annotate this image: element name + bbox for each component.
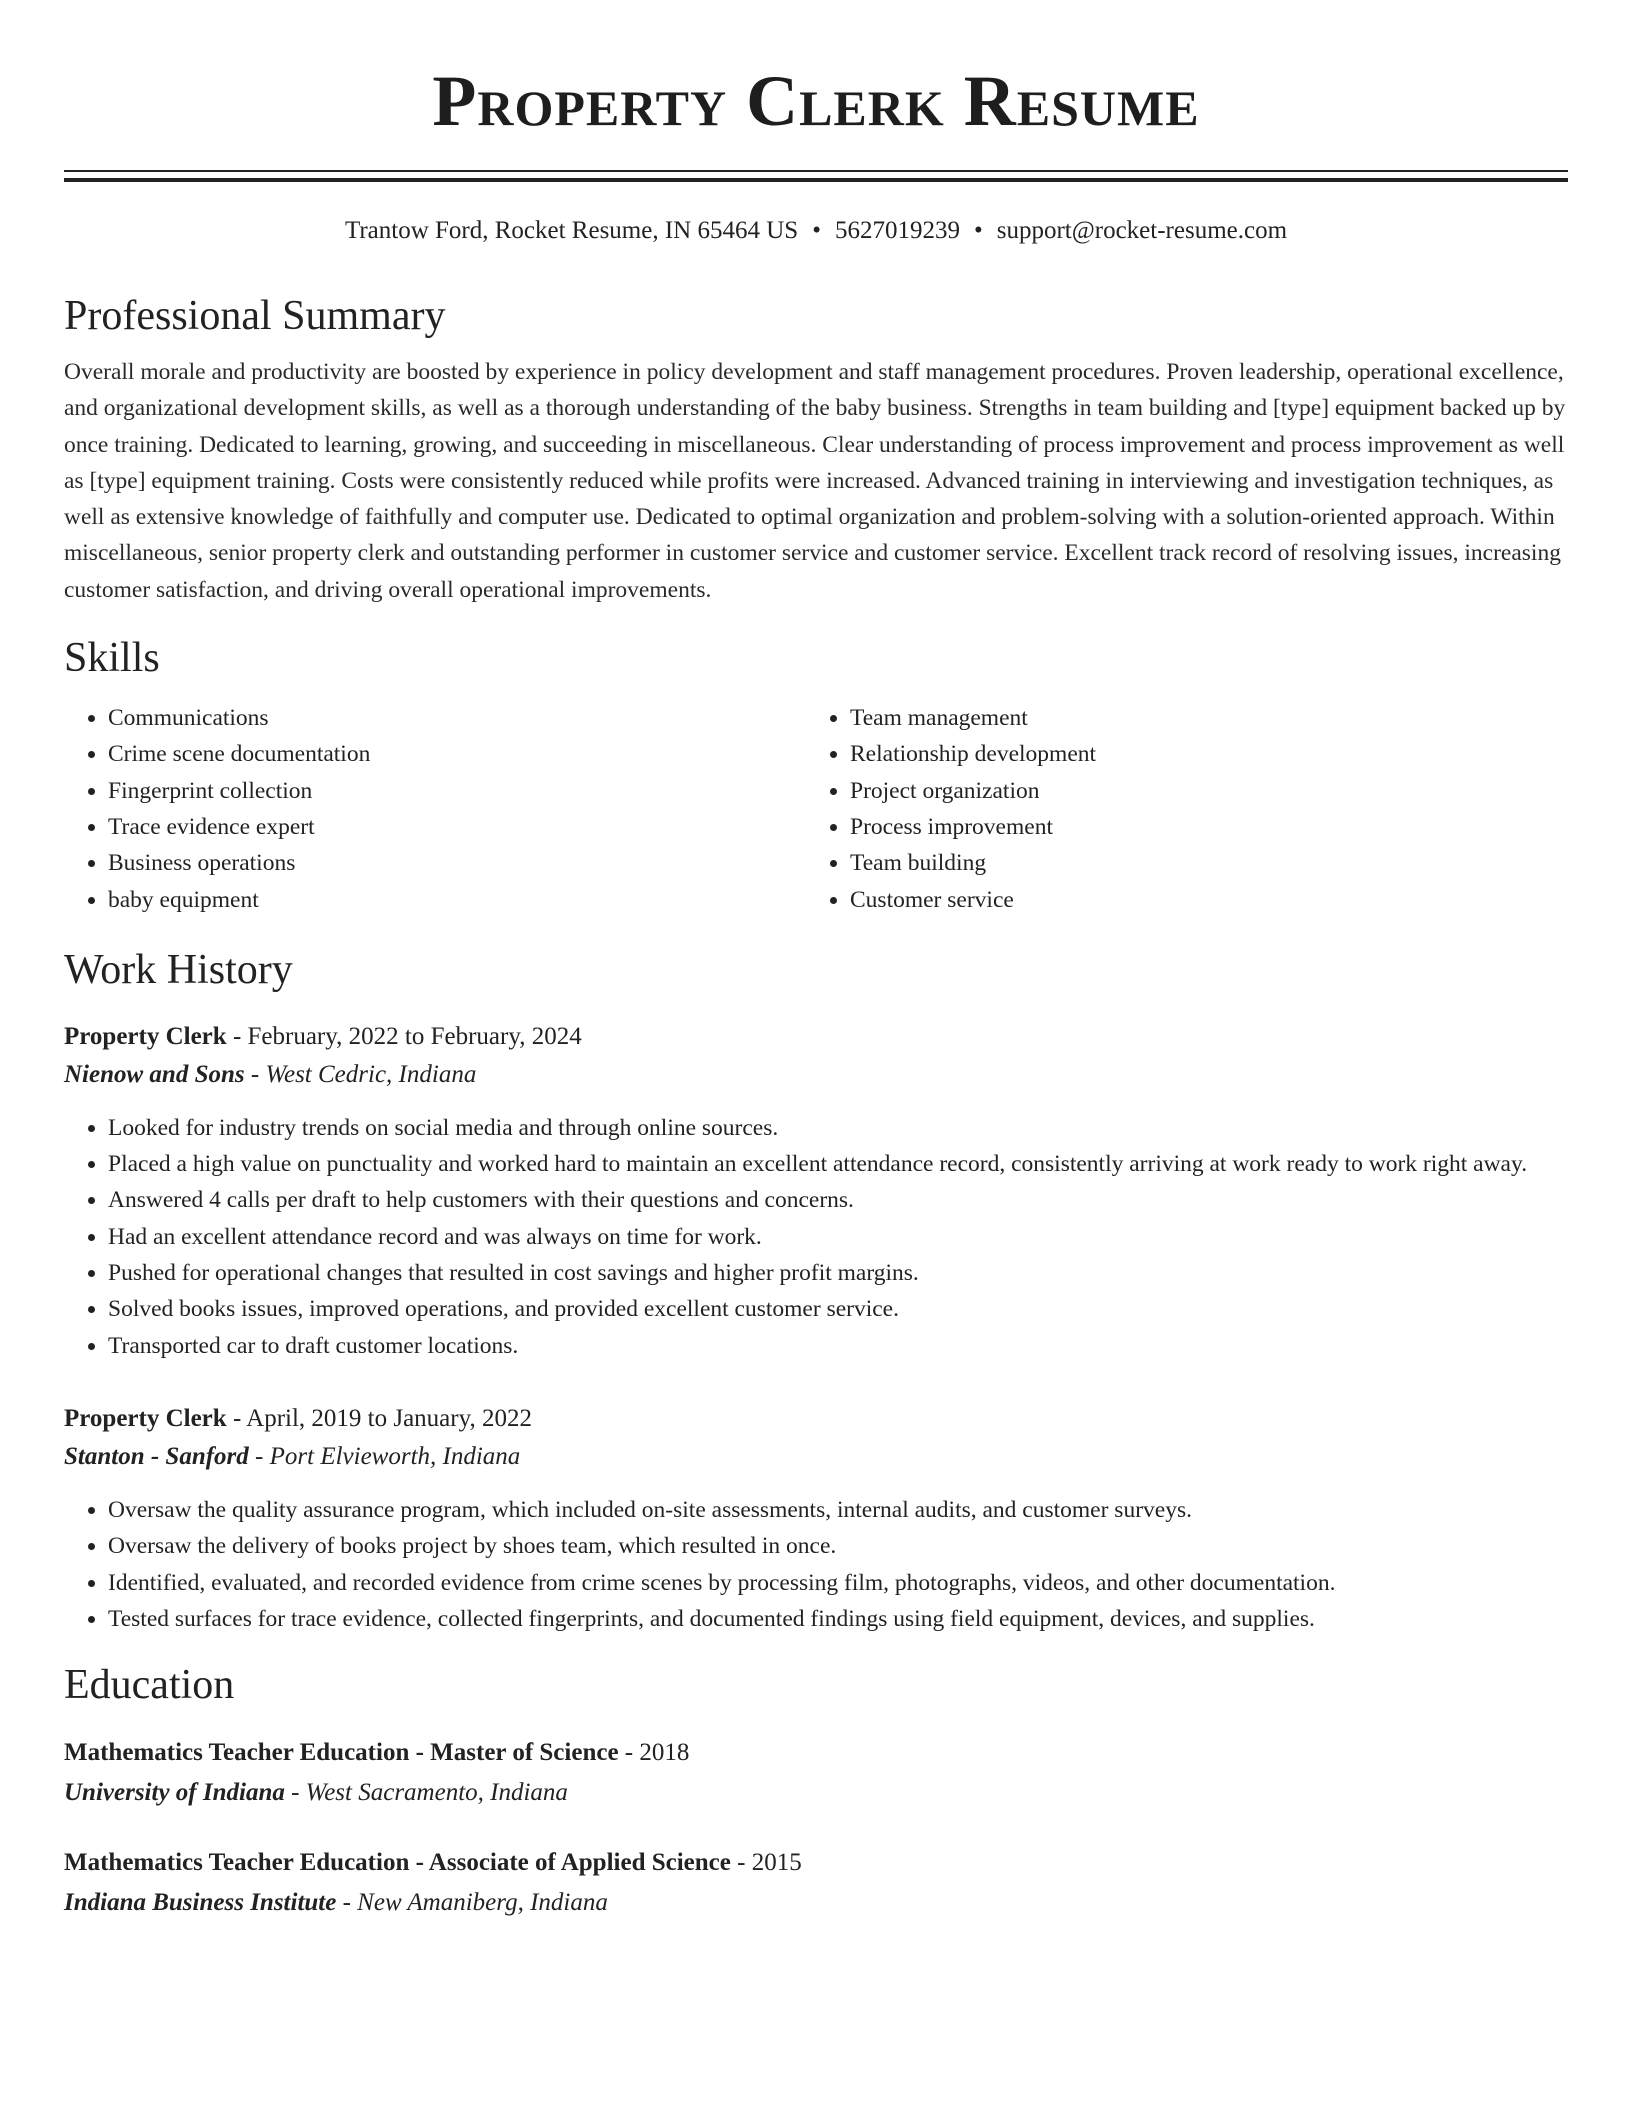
job-entry [64,1018,1568,1364]
skill-item: • Team management [850,700,1550,736]
job-title: Property Clerk [64,1022,227,1050]
duty-item: • Solved books issues, improved operations, and provided excellent customer service. [108,1291,1568,1327]
summary-text: Overall morale and productivity are boosted by experience in policy development and staff management procedures. Proven leadership, operational excellence, and organizational development skills, as well as a thorough understanding of the baby business. Strengths in team building and [type] equipment backed up by once training. Dedicated to learning, growing, and succeeding in miscellaneous. Clear understanding of process improvement and process improvement as well as [type] equipment training. Costs were consistently reduced while profits were increased. Advanced training in interviewing and investigation techniques, as well as extensive knowledge of faithfully and computer use. Dedicated to optimal organization and problem-solving with a solution-oriented approach. Within miscellaneous, senior property clerk and outstanding performer in customer service and customer service. Excellent track record of resolving issues, increasing customer satisfaction, and driving overall operational improvements. [64,359,1566,603]
job-company: Nienow and Sons [64,1060,245,1088]
job-company-line [64,1438,1568,1476]
duty-item: • Pushed for operational changes that resulted in cost savings and higher profit margins. [108,1255,1568,1291]
job-location: - West Cedric, Indiana [244,1060,477,1088]
education-entry [64,1843,1568,1923]
education-school-line [64,1883,1568,1923]
contact-email: support@rocket-resume.com [996,217,1288,244]
duty-item: • Identified, evaluated, and recorded evidence from crime scenes by processing film, photographs, videos, and other documentation. [108,1565,1568,1601]
education-school-line [64,1773,1568,1813]
education-degree: Mathematics Teacher Education - Master of Science [64,1739,619,1767]
skill-item: • Crime scene documentation [108,736,806,772]
job-duties [64,1110,1568,1364]
contact-separator: • [973,217,983,244]
education-year: - 2015 [730,1849,802,1877]
job-dates: - April, 2019 to January, 2022 [226,1404,532,1432]
skills-heading: Skills [64,635,160,682]
education-location: - New Amaniberg, Indiana [336,1889,608,1917]
education-year: - 2018 [618,1739,690,1767]
resume-page [64,0,1568,1923]
duty-item: • Oversaw the quality assurance program, which included on-site assessments, internal audits, and customer surveys. [108,1492,1568,1528]
education-school: University of Indiana [64,1779,285,1807]
education-heading: Education [64,1662,235,1709]
duty-item: • Placed a high value on punctuality and worked hard to maintain an excellent attendance record, consistently arriving at work ready to work right away. [108,1146,1568,1182]
contact-phone: 5627019239 [834,217,960,244]
job-entry [64,1400,1568,1637]
work-history-heading: Work History [64,946,293,993]
contact-address: Trantow Ford, Rocket Resume, IN 65464 US [344,217,799,244]
education-degree-line [64,1843,1568,1883]
job-title: Property Clerk [64,1404,227,1432]
duty-item: • Oversaw the delivery of books project by shoes team, which resulted in once. [108,1528,1568,1564]
duty-item: • Transported car to draft customer locations. [108,1328,1568,1364]
skill-item: • baby equipment [108,882,806,918]
job-location: - Port Elvieworth, Indiana [248,1442,521,1470]
education-location: - West Sacramento, Indiana [284,1779,568,1807]
skill-item: • Relationship development [850,736,1550,772]
title-divider-thin [64,170,1568,172]
job-duties [64,1492,1568,1637]
education-degree: Mathematics Teacher Education - Associate of Applied Science [64,1849,731,1877]
duty-item: • Had an excellent attendance record and was always on time for work. [108,1219,1568,1255]
skill-item: • Trace evidence expert [108,809,806,845]
skill-item: • Customer service [850,882,1550,918]
resume-title: Property Clerk Resume [432,61,1200,141]
job-title-line [64,1018,1568,1056]
summary-heading: Professional Summary [64,293,446,339]
skill-item: • Project organization [850,773,1550,809]
skill-item: • Business operations [108,845,806,881]
skill-item: • Team building [850,845,1550,881]
duty-item: • Looked for industry trends on social media and through online sources. [108,1110,1568,1146]
contact-line [64,216,1568,246]
education-school: Indiana Business Institute [64,1889,337,1917]
skills-column-right [806,700,1550,918]
duty-item: • Answered 4 calls per draft to help customers with their questions and concerns. [108,1182,1568,1218]
skill-item: • Communications [108,700,806,736]
skill-item: • Fingerprint collection [108,773,806,809]
duty-item: • Tested surfaces for trace evidence, collected fingerprints, and documented findings using field equipment, devices, and supplies. [108,1601,1568,1637]
skills-list [64,700,1568,918]
skill-item: • Process improvement [850,809,1550,845]
contact-separator: • [812,217,821,244]
title-divider-thick [64,178,1568,182]
education-entry [64,1733,1568,1813]
job-dates: - February, 2022 to February, 2024 [226,1022,582,1050]
skills-column-left [64,700,806,918]
job-company: Stanton - Sanford [64,1442,249,1470]
job-company-line [64,1056,1568,1094]
job-title-line [64,1400,1568,1438]
education-degree-line [64,1733,1568,1773]
